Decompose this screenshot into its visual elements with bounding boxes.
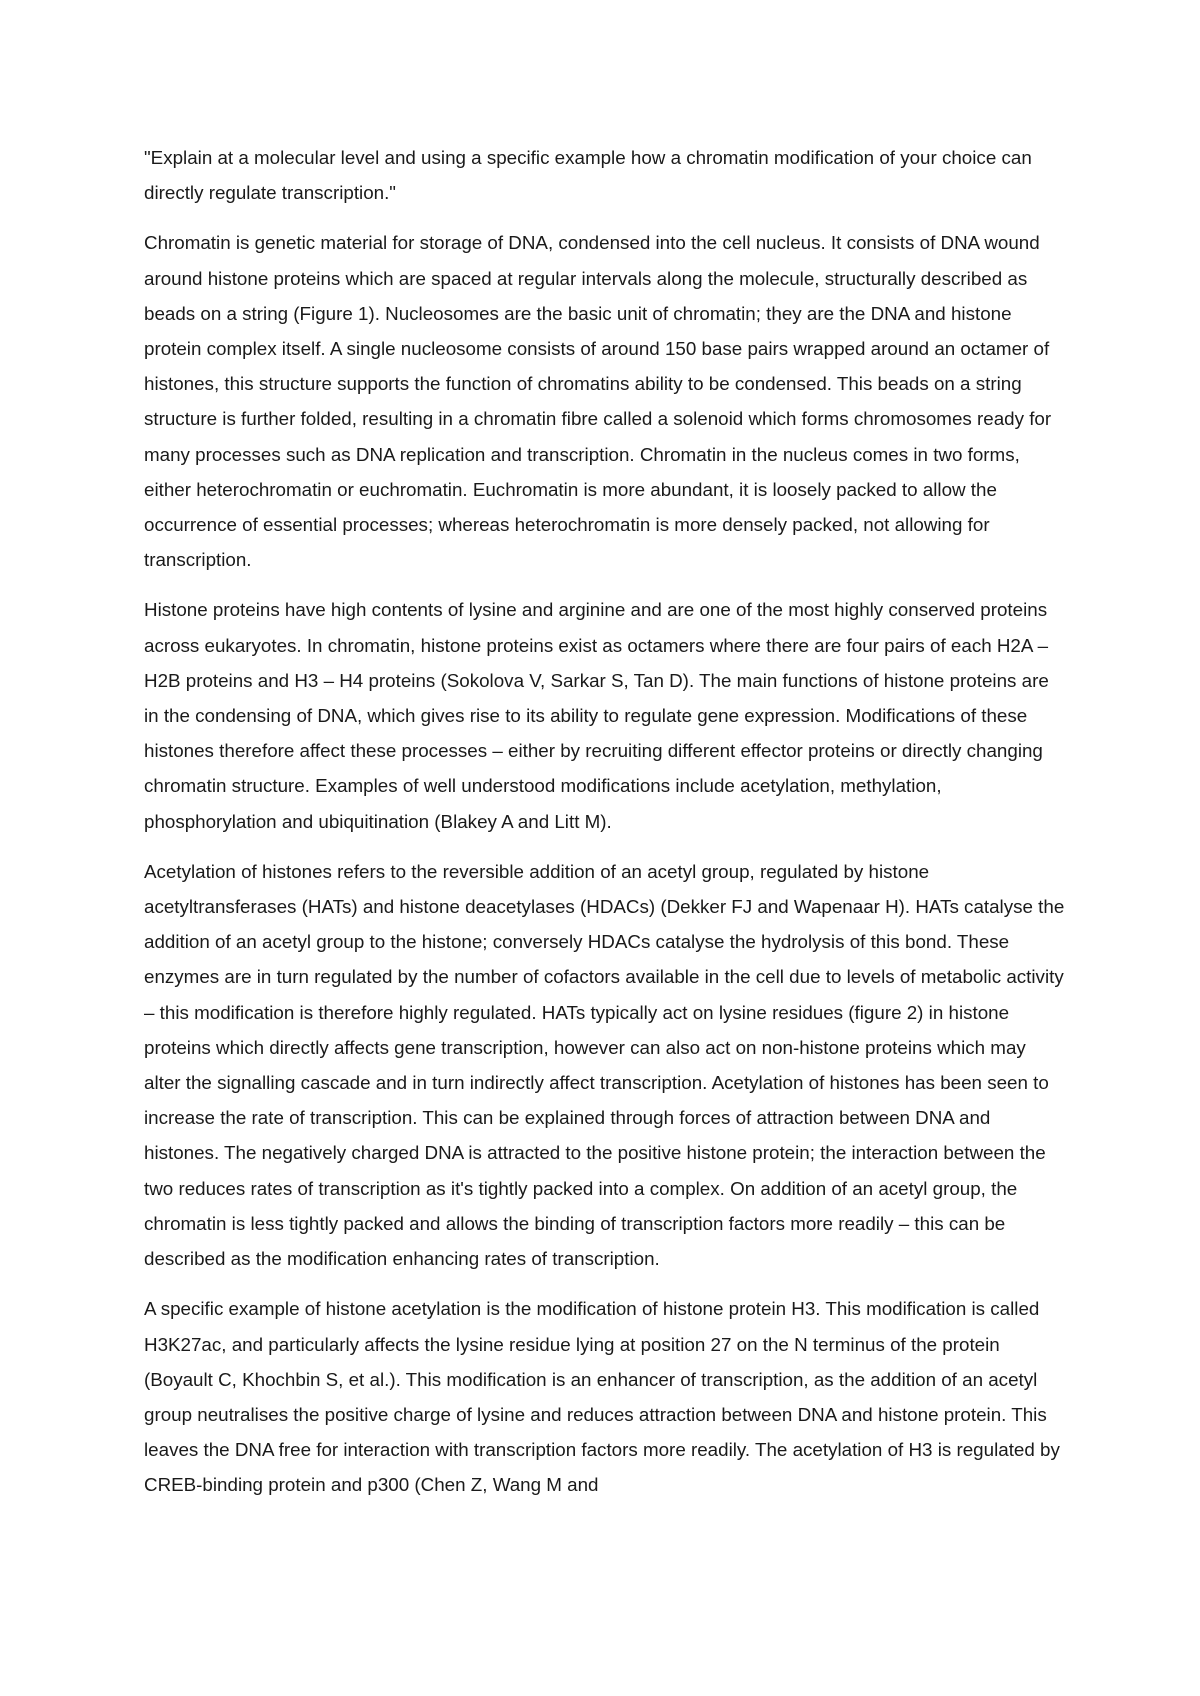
paragraph-acetylation: Acetylation of histones refers to the reversible addition of an acetyl group, regulated by histone acetyltransferases (HATs) and histone deacetylases (HDACs) (Dekker FJ and Wapenaar H). HATs catalyse the addition of an acetyl group to the histone; conversely HDACs catalyse the hydrolysis of this bond. These enzymes are in turn regulated by the number of cofactors available in the cell due to levels of metabolic activity – this modification is therefore highly regulated. HATs typically act on lysine residues (figure 2) in histone proteins which directly affects gene transcription, however can also act on non-histone proteins which may alter the signalling cascade and in turn indirectly affect transcription. Acetylation of histones has been seen to increase the rate of transcription. This can be explained through forces of attraction between DNA and histones. The negatively charged DNA is attracted to the positive histone protein; the interaction between the two reduces rates of transcription as it's tightly packed into a complex. On addition of an acetyl group, the chromatin is less tightly packed and allows the binding of transcription factors more readily – this can be described as the modification enhancing rates of transcription. (144, 860, 1065, 1270)
paragraph-h3k27ac: A specific example of histone acetylation is the modification of histone protein H3. This modification is called H3K27ac, and particularly affects the lysine residue lying at position 27 on the N terminus of the protein (Boyault C, Khochbin S, et al.). This modification is an enhancer of transcription, as the addition of an acetyl group neutralises the positive charge of lysine and reduces attraction between DNA and histone protein. This leaves the DNA free for interaction with transcription factors more readily. The acetylation of H3 is regulated by CREB-binding protein and p300 (Chen Z, Wang M and (144, 1298, 1060, 1496)
paragraph-chromatin: Chromatin is genetic material for storage of DNA, condensed into the cell nucleus. It consists of DNA wound around histone proteins which are spaced at regular intervals along the molecule, structurally described as beads on a string (Figure 1). Nucleosomes are the basic unit of chromatin; they are the DNA and histone protein complex itself. A single nucleosome consists of around 150 base pairs wrapped around an octamer of histones, this structure supports the function of chromatins ability to be condensed. This beads on a string structure is further folded, resulting in a chromatin fibre called a solenoid which forms chromosomes ready for many processes such as DNA replication and transcription. Chromatin in the nucleus comes in two forms, either heterochromatin or euchromatin. Euchromatin is more abundant, it is loosely packed to allow the occurrence of essential processes; whereas heterochromatin is more densely packed, not allowing for transcription. (144, 232, 1052, 571)
essay-question: "Explain at a molecular level and using a specific example how a chromatin modification of your choice can directly regulate transcription." (144, 147, 1032, 204)
paragraph-histone-proteins: Histone proteins have high contents of lysine and arginine and are one of the most highly conserved proteins across eukaryotes. In chromatin, histone proteins exist as octamers where there are four pairs of each H2A – H2B proteins and H3 – H4 proteins (Sokolova V, Sarkar S, Tan D). The main functions of histone proteins are in the condensing of DNA, which gives rise to its ability to regulate gene expression. Modifications of these histones therefore affect these processes – either by recruiting different effector proteins or directly changing chromatin structure. Examples of well understood modifications include acetylation, methylation, phosphorylation and ubiquitination (Blakey A and Litt M). (144, 599, 1049, 832)
